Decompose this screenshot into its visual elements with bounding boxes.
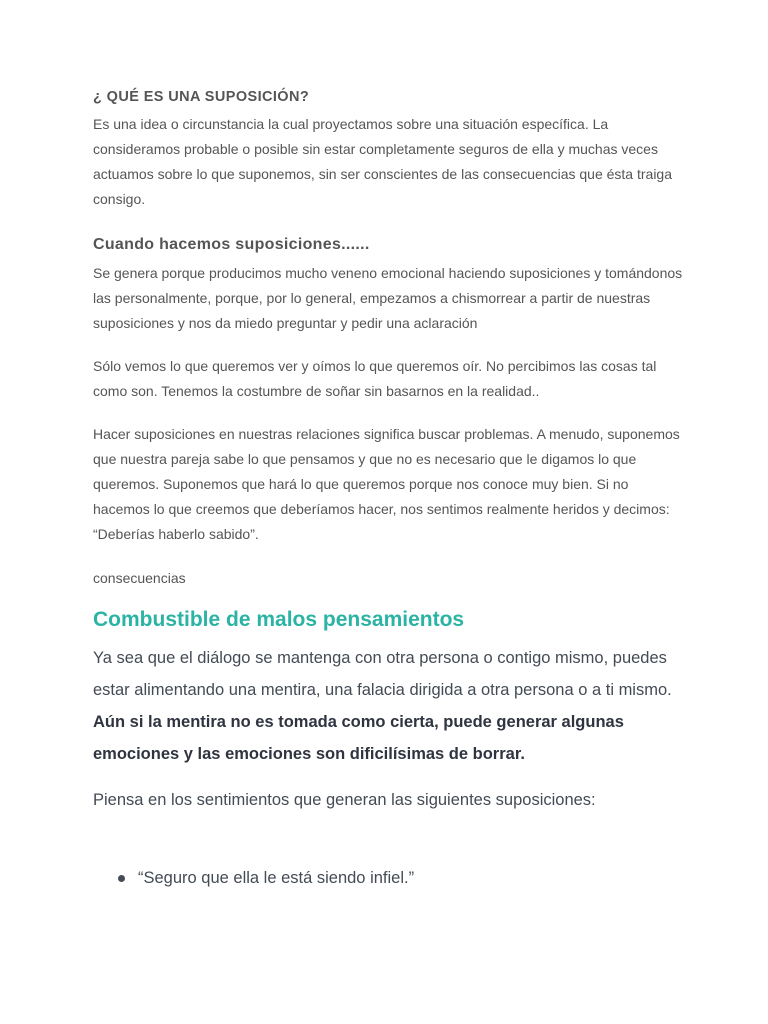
- section-heading-what-is-assumption: ¿ QUÉ ES UNA SUPOSICIÓN?: [93, 89, 310, 105]
- label-consequences: consecuencias: [93, 570, 186, 586]
- section-heading-when-we-assume: Cuando hacemos suposiciones......: [93, 236, 370, 253]
- assumptions-list: [93, 862, 683, 894]
- paragraph-think-feelings: Piensa en los sentimientos que generan las siguientes suposiciones:: [93, 791, 596, 809]
- bullet-icon: [118, 875, 125, 882]
- paragraph-relationships: Hacer suposiciones en nuestras relaciones significa buscar problemas. A menudo, suponemos que nuestra pareja sabe lo que pensamos y que no es necesario que le digamos lo que queremos. Suponemos que hará lo que queremos porque nos conoce muy bien. Si no hacemos lo que creemos que deberíamos hacer, nos sentimos realmente heridos y decimos: “Deberías haberlo sabido”.: [93, 426, 680, 542]
- list-item-text: “Seguro que ella le está siendo infiel.”: [138, 869, 415, 887]
- paragraph-definition: Es una idea o circunstancia la cual proyectamos sobre una situación específica. La consideramos probable o posible sin estar completamente seguros de ella y muchas veces actuamos sobre lo que suponemos, sin ser conscientes de las consecuencias que ésta traiga consigo.: [93, 116, 673, 207]
- paragraph-see-what-we-want: Sólo vemos lo que queremos ver y oímos lo que queremos oír. No percibimos las cosas tal como son. Tenemos la costumbre de soñar sin basarnos en la realidad..: [93, 358, 657, 399]
- paragraph-dialogue-bold: Aún si la mentira no es tomada como cierta, puede generar algunas emociones y las emociones son dificilísimas de borrar.: [93, 713, 624, 763]
- paragraph-emotional-poison: Se genera porque producimos mucho veneno emocional haciendo suposiciones y tomándonos las personalmente, porque, por lo general, empezamos a chismorrear a partir de nuestras suposiciones y nos da miedo preguntar y pedir una aclaración: [93, 265, 683, 331]
- section-heading-fuel-bad-thoughts: Combustible de malos pensamientos: [93, 608, 465, 631]
- document-page: [93, 86, 683, 894]
- paragraph-dialogue-plain: Ya sea que el diálogo se mantenga con otra persona o contigo mismo, puedes estar alimentando una mentira, una falacia dirigida a otra persona o a ti mismo.: [93, 649, 672, 699]
- paragraph-dialogue: [93, 642, 683, 770]
- list-item: [93, 862, 683, 894]
